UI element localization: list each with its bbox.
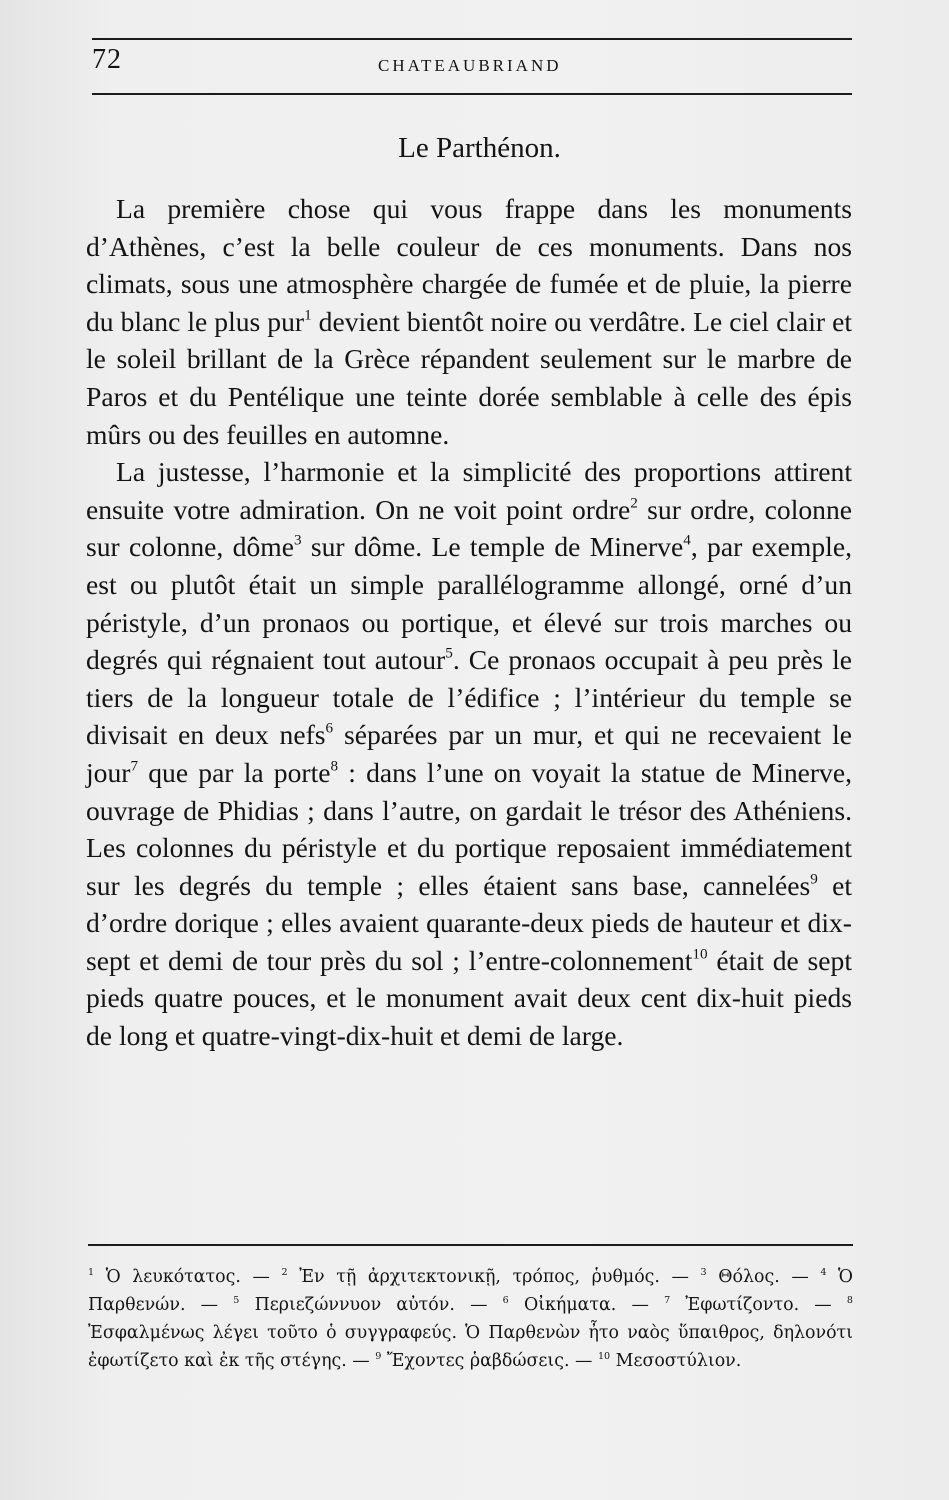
footnote-marker: 7 bbox=[130, 757, 139, 775]
section-title bbox=[0, 132, 949, 165]
header-bottom-rule bbox=[92, 93, 852, 95]
text-run: était de sept pieds quatre pouces, et le monument avait deux cent dix-huit pieds de long et quatre-vingt-dix-huit et demi de large. bbox=[86, 944, 852, 1052]
text-run: et d’ordre dorique ; elles avaient quarante-deux pieds de hauteur et dix-sept et demi de tour près du sol ; l’entre-colonnement bbox=[86, 869, 853, 976]
text-run: Ὁ λευκότατος. — bbox=[94, 1267, 282, 1287]
text-run: Οἰκήματα. — bbox=[508, 1295, 665, 1315]
footnotes bbox=[88, 1263, 853, 1375]
footnote-marker: 4 bbox=[820, 1266, 827, 1278]
footnote-marker: 7 bbox=[664, 1294, 671, 1306]
section-title-text: Le Parthénon. bbox=[398, 132, 561, 164]
text-run: Μεσοστύλιον. bbox=[610, 1351, 742, 1371]
text-run: Ἐφωτίζοντο. — bbox=[670, 1295, 847, 1315]
footnote-marker: 2 bbox=[630, 494, 638, 512]
page-header bbox=[88, 40, 853, 92]
text-run: séparées par un mur, et qui ne recevaient le jour bbox=[86, 719, 852, 788]
page-number: 72 bbox=[92, 44, 122, 75]
text-run: La justesse, l’harmonie et la simplicité des proportions attirent ensuite votre admiration. On ne voit point ordre bbox=[86, 456, 852, 525]
text-run: Περιεζώννυον αὐτόν. — bbox=[239, 1295, 503, 1315]
text-run: que par la porte bbox=[138, 756, 331, 788]
text-run: Ἔχοντες ῥαβδώσεις. — bbox=[381, 1351, 598, 1371]
footnote-marker: 9 bbox=[810, 870, 818, 888]
paragraph-1 bbox=[86, 190, 852, 453]
footnote-marker: 5 bbox=[233, 1294, 240, 1306]
text-run: devient bientôt noire ou verdâtre. Le ciel clair et le soleil brillant de la Grèce répandent seulement sur le marbre de Paros et du Pentélique une teinte dorée semblable à celle des épis mûrs ou des feuilles en automne. bbox=[86, 305, 853, 450]
footnote-marker: 6 bbox=[325, 719, 334, 737]
footnote-marker: 2 bbox=[281, 1266, 288, 1278]
text-run: Θόλος. — bbox=[706, 1267, 821, 1287]
footnote-marker: 6 bbox=[502, 1294, 509, 1306]
body-text bbox=[86, 190, 852, 1055]
running-title: CHATEAUBRIAND bbox=[378, 56, 562, 75]
text-run: La première chose qui vous frappe dans les monuments d’Athènes, c’est la belle couleur de ces monuments. Dans nos climats, sous une atmosphère chargée de fumée et de pluie, la pierre du blanc le plus pur bbox=[86, 193, 852, 337]
footnote-marker: 5 bbox=[445, 644, 453, 662]
footnote-marker: 1 bbox=[304, 306, 312, 324]
text-run: Ἐσφαλμένως λέγει τοῦτο ὁ συγγραφεύς. Ὁ Παρθενὼν ἦτο ναὸς ὕπαιθρος, δηλονότι ἐφωτίζετο καὶ ἐκ τῆς στέγης. — bbox=[88, 1323, 853, 1371]
footnote-marker: 8 bbox=[330, 757, 339, 775]
text-run: , par exemple, est ou plutôt était un simple parallélogramme allongé, orné d’un péristyle, d’un pronaos ou portique, et élevé sur trois marches ou degrés qui régnaient tout autour bbox=[86, 531, 852, 676]
paragraph-2 bbox=[86, 453, 852, 1055]
text-run: sur dôme. Le temple de Minerve bbox=[301, 531, 684, 563]
text-run: Ὁ Παρθενών. — bbox=[88, 1267, 853, 1315]
footnote-marker: 9 bbox=[375, 1350, 382, 1362]
text-run: . Ce pronaos occupait à peu près le tiers de la longueur totale de l’édifice ; l’intérieur du temple se divisait en deux nefs bbox=[86, 644, 852, 751]
text-run: Ἐν τῇ ἀρχιτεκτονικῇ, τρόπος, ῥυθμός. — bbox=[287, 1267, 701, 1287]
footnote-marker: 1 bbox=[88, 1266, 95, 1278]
footnote-marker: 10 bbox=[597, 1350, 611, 1362]
footnote-rule bbox=[88, 1244, 853, 1246]
footnote-marker: 3 bbox=[700, 1266, 707, 1278]
footnote-marker: 3 bbox=[293, 531, 302, 549]
footnote-marker: 4 bbox=[683, 531, 691, 549]
footnote-marker: 10 bbox=[692, 945, 708, 963]
text-run: : dans l’une on voyait la statue de Minerve, ouvrage de Phidias ; dans l’autre, on gardait le trésor des Athéniens. Les colonnes du péristyle et du portique reposaient immédiatement sur les degrés du temple ; elles étaient sans base, cannelées bbox=[86, 756, 853, 901]
footnote-marker: 8 bbox=[846, 1294, 853, 1306]
text-run: sur ordre, colonne sur colonne, dôme bbox=[86, 493, 853, 563]
